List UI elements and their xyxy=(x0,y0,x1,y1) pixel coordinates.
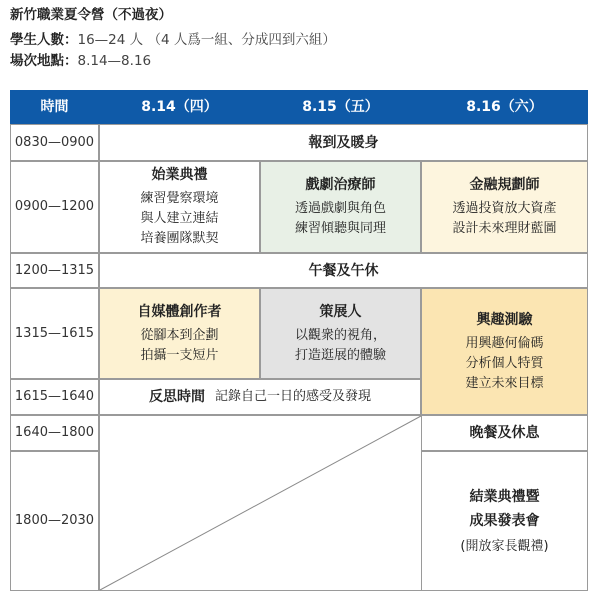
checkin-cell: 報到及暖身 xyxy=(99,124,588,161)
reflection-cell xyxy=(99,379,421,415)
page-title: 新竹職業夏令營（不過夜） xyxy=(10,7,172,23)
drama-therapist-cell xyxy=(260,161,421,253)
curator-title: 策展人 xyxy=(319,303,362,320)
reflection-text: 記錄自己一日的感受及發現 xyxy=(214,389,371,404)
finance-line: 設計未來理財藍圖 xyxy=(452,221,557,236)
interest-line: 用興趣何倫碼 xyxy=(465,335,544,351)
interest-test-cell xyxy=(421,288,588,415)
col-header-day1: 8.14（四） xyxy=(99,90,260,124)
students-value: 16—24 人 （4 人爲一組、分成四到六組） xyxy=(77,32,336,48)
dinner-cell: 晚餐及休息 xyxy=(421,415,588,451)
students-label: 學生人數： xyxy=(10,32,78,48)
closing-title-line: 結業典禮暨 xyxy=(469,489,540,505)
drama-title: 戲劇治療師 xyxy=(305,177,376,193)
time-slot-2: 0900—1200 xyxy=(10,161,99,253)
lunch-cell: 午餐及午休 xyxy=(99,253,588,288)
finance-planner-cell xyxy=(421,161,588,253)
time-slot-3: 1200—1315 xyxy=(10,253,99,288)
time-slot-5: 1615—1640 xyxy=(10,379,99,415)
curator-line: 以觀衆的視角， xyxy=(294,327,386,343)
reflection-title: 反思時間 xyxy=(148,389,205,405)
curator-line: 打造逛展的體驗 xyxy=(294,347,386,363)
venue-line xyxy=(10,52,151,71)
time-slot-1: 0830—0900 xyxy=(10,124,99,161)
interest-title: 興趣測驗 xyxy=(476,311,533,328)
opening-title: 始業典禮 xyxy=(151,167,208,183)
time-slot-4: 1315—1615 xyxy=(10,288,99,379)
media-title: 自媒體創作者 xyxy=(137,303,222,320)
opening-line: 與人建立連結 xyxy=(140,211,219,226)
drama-line: 透過戲劇與角色 xyxy=(294,201,386,216)
media-creator-cell xyxy=(99,288,260,379)
time-slot-6: 1640—1800 xyxy=(10,415,99,451)
finance-title: 金融規劃師 xyxy=(469,177,540,193)
curator-cell xyxy=(260,288,421,379)
interest-line: 建立未來目標 xyxy=(465,375,544,391)
drama-line: 練習傾聽與同理 xyxy=(294,221,386,236)
opening-line: 培養團隊默契 xyxy=(140,231,219,246)
closing-note: (開放家長觀禮) xyxy=(460,539,549,554)
venue-label: 場次地點： xyxy=(10,53,78,69)
opening-ceremony-cell xyxy=(99,161,260,253)
col-header-time: 時間 xyxy=(10,90,99,124)
venue-value: 8.14—8.16 xyxy=(77,53,152,69)
interest-line: 分析個人特質 xyxy=(465,355,544,371)
diagonal-line xyxy=(99,415,422,591)
students-line xyxy=(10,31,336,50)
closing-ceremony-cell xyxy=(421,451,588,591)
closing-title-line: 成果發表會 xyxy=(469,513,540,529)
opening-line: 練習覺察環境 xyxy=(140,191,219,206)
finance-line: 透過投資放大資產 xyxy=(452,201,557,216)
col-header-day3: 8.16（六） xyxy=(421,90,588,124)
time-slot-7: 1800—2030 xyxy=(10,451,99,591)
col-header-day2: 8.15（五） xyxy=(260,90,421,124)
media-line: 拍攝一支短片 xyxy=(140,347,219,363)
media-line: 從腳本到企劃 xyxy=(140,327,219,343)
